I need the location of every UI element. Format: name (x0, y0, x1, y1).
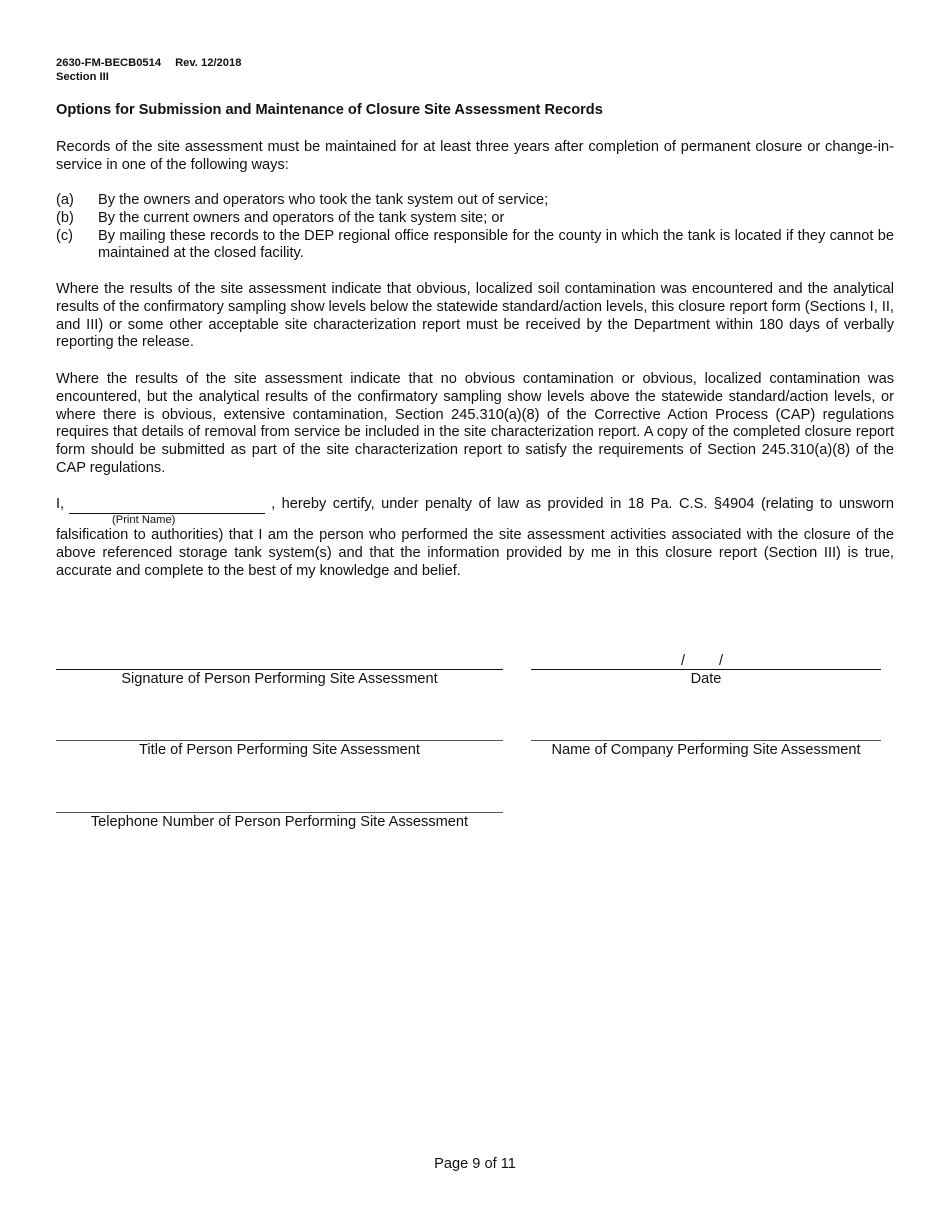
list-text: By the owners and operators who took the tank system out of service; (98, 192, 549, 208)
date-label: Date (690, 671, 722, 687)
paragraph-localized-contamination: Where the results of the site assessment indicate that obvious, localized soil contamination was encountered and the analytical results of the confirmatory sampling show levels below the statewide standard/action levels, this closure report form (Sections I, II, and III) or some other acceptable site characterization report must be received by the Department within 180 days of verbally reporting the release. (56, 281, 894, 351)
company-field[interactable] (531, 740, 881, 741)
company-label: Name of Company Performing Site Assessment (551, 742, 861, 758)
form-revision: Rev. 12/2018 (175, 57, 242, 69)
date-field[interactable] (531, 669, 881, 670)
list-marker: (c) (56, 227, 74, 244)
list-item (56, 228, 894, 264)
title-label: Title of Person Performing Site Assessment (139, 742, 420, 758)
list-marker: (b) (56, 209, 74, 226)
signature-label: Signature of Person Performing Site Assessment (121, 671, 438, 687)
list-marker: (a) (56, 192, 74, 208)
page-number: Page 9 of 11 (434, 1156, 516, 1172)
print-name-field[interactable] (69, 499, 265, 514)
section-label: Section III (56, 71, 109, 83)
list-text: By the current owners and operators of the tank system site; or (98, 209, 505, 226)
signature-field[interactable] (56, 669, 503, 670)
form-header (56, 56, 241, 84)
options-list (56, 192, 894, 263)
title-field[interactable] (56, 740, 503, 741)
form-number: 2630-FM-BECB0514 (56, 57, 162, 69)
certification-line (56, 494, 894, 514)
list-item (56, 210, 894, 228)
paragraph-extensive-contamination: Where the results of the site assessment indicate that no obvious contamination or obvious, localized contamination was encountered, but the analytical results of the confirmatory sampling show levels above the statewide standard/action levels, or where there is obvious, extensive contamination, Section 245.310(a)(8) of the Corrective Action Process (CAP) regulations requires that details of removal from service be included in the site characterization report. A copy of the completed closure report form should be submitted as part of the site characterization report to satisfy the requirements of Section 245.310(a)(8) of the CAP regulations. (56, 371, 894, 476)
date-slash-2: / (719, 653, 724, 669)
telephone-label: Telephone Number of Person Performing Site Assessment (90, 814, 469, 830)
telephone-field[interactable] (56, 812, 503, 813)
page-title: Options for Submission and Maintenance of Closure Site Assessment Records (56, 102, 603, 118)
intro-paragraph: Records of the site assessment must be maintained for at least three years after completion of permanent closure or change-in-service in one of the following ways: (56, 139, 894, 173)
certification-text: falsification to authorities) that I am the person who performed the site assessment activities associated with the closure of the above referenced storage tank system(s) and that the information provided by me in this closure report (Section III) is true, accurate and complete to the best of my knowledge and belief. (56, 527, 894, 579)
list-text: By mailing these records to the DEP regional office responsible for the county in which the tank is located if they cannot be maintained at the closed facility. (98, 227, 894, 262)
print-name-label: (Print Name) (112, 514, 176, 526)
date-slash-1: / (681, 653, 686, 669)
certification-text-line-1: , hereby certify, under penalty of law as provided in 18 Pa. C.S. §4904 (relating to unsworn (271, 496, 894, 513)
list-item (56, 192, 894, 210)
certification-prefix: I, (56, 496, 65, 513)
